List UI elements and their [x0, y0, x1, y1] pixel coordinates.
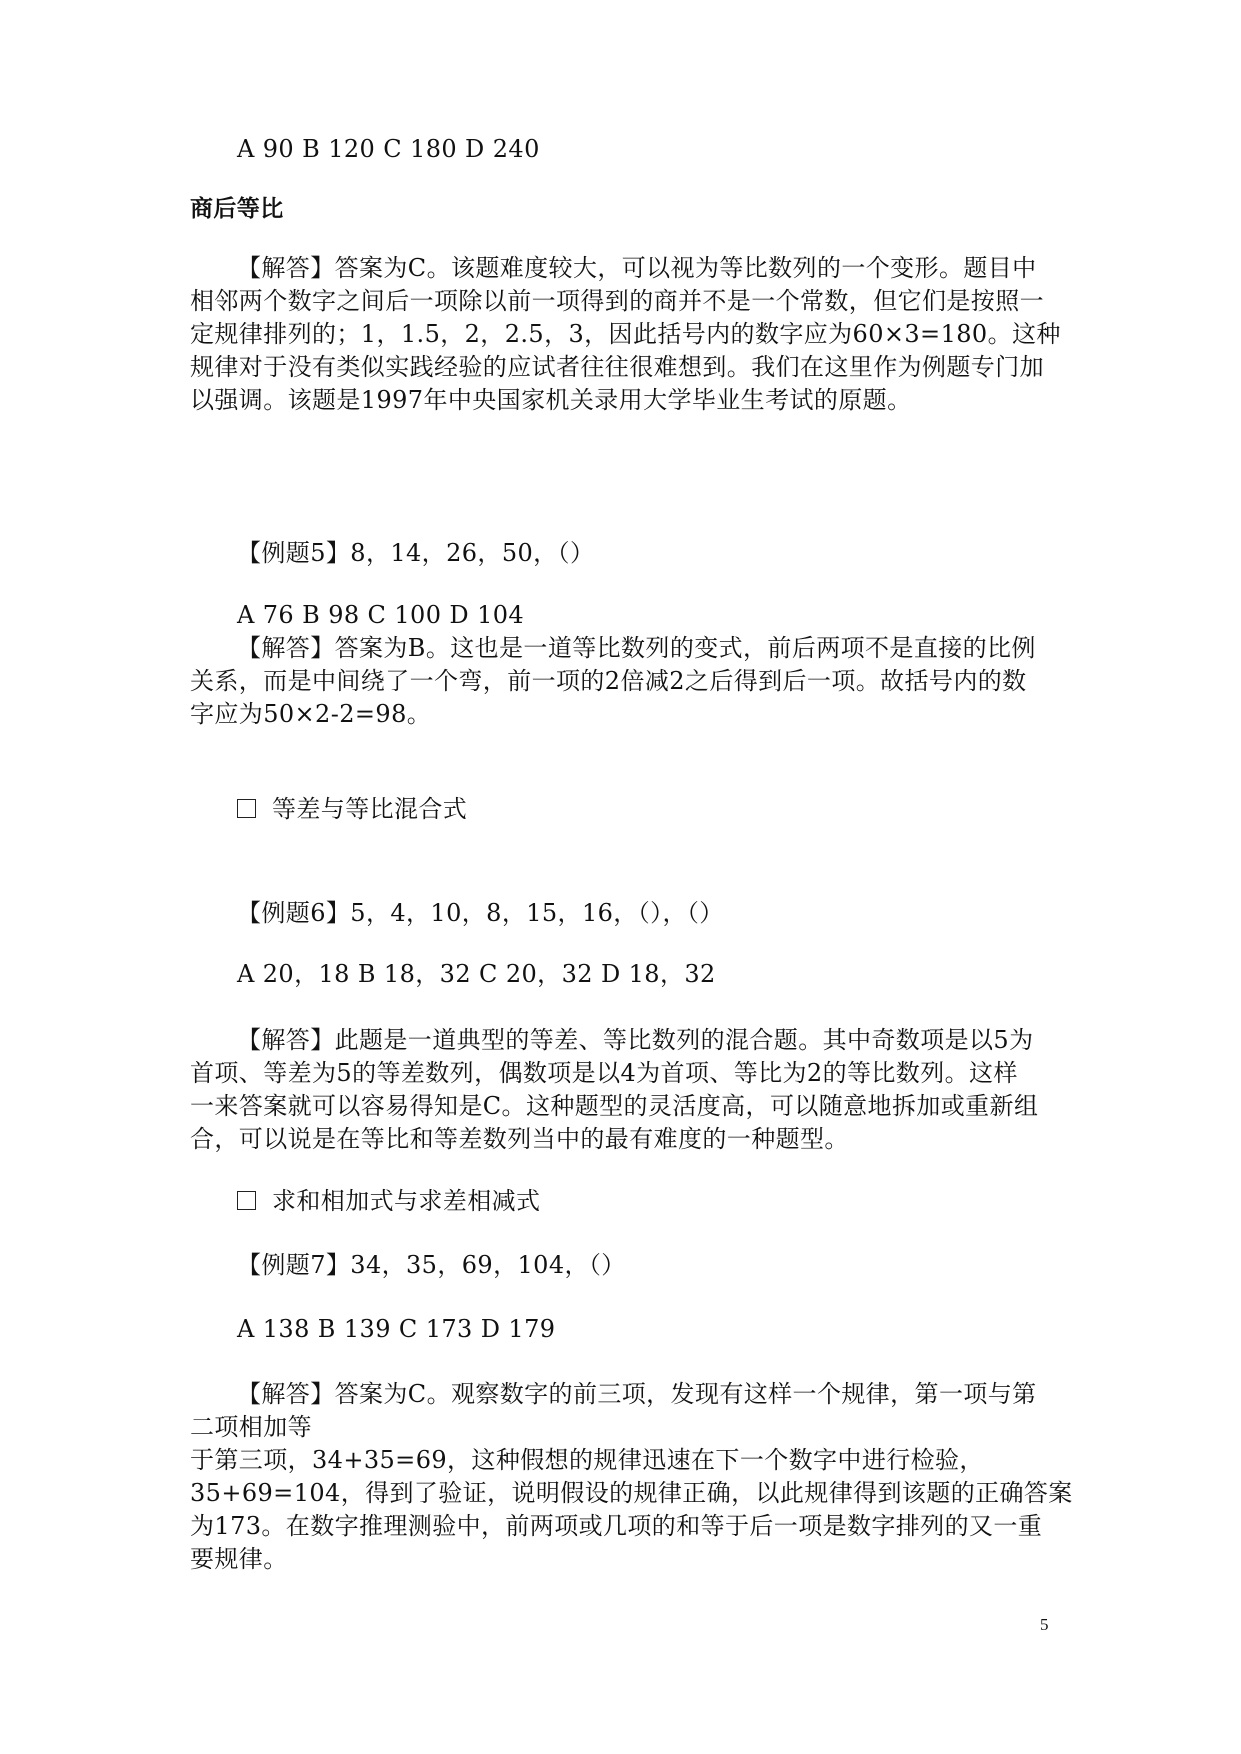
section-mixed-label: 等差与等比混合式	[272, 795, 468, 823]
page-number: 5	[1040, 1615, 1049, 1634]
answer-q7-line-5: 为173。在数字推理测验中，前两项或几项的和等于后一项是数字排列的又一重	[190, 1512, 1043, 1540]
section-sum-diff-label: 求和相加式与求差相减式	[272, 1187, 541, 1215]
answer-q4-line-3: 定规律排列的；1，1.5，2，2.5，3，因此括号内的数字应为60×3=180。这种	[190, 320, 1061, 348]
question-6: 【例题6】5，4，10，8，15，16，（），（）	[237, 899, 724, 927]
answer-q4-line-2: 相邻两个数字之间后一项除以前一项得到的商并不是一个常数，但它们是按照一	[190, 287, 1044, 315]
answer-q6-line-1: 【解答】此题是一道典型的等差、等比数列的混合题。其中奇数项是以5为	[237, 1026, 1034, 1054]
answer-q4-line-5: 以强调。该题是1997年中央国家机关录用大学毕业生考试的原题。	[190, 386, 912, 414]
section-mixed	[237, 793, 467, 826]
question-7: 【例题7】34，35，69，104，（）	[237, 1251, 626, 1279]
answer-q4-line-4: 规律对于没有类似实践经验的应试者往往很难想到。我们在这里作为例题专门加	[190, 353, 1044, 381]
answer-q6-line-2: 首项、等差为5的等差数列，偶数项是以4为首项、等比为2的等比数列。这样	[190, 1059, 1018, 1087]
heading-quotient: 商后等比	[190, 196, 284, 222]
options-q5: A 76 B 98 C 100 D 104	[237, 601, 525, 629]
options-q6: A 20，18 B 18，32 C 20，32 D 18，32	[237, 960, 716, 988]
answer-q4-line-1: 【解答】答案为C。该题难度较大，可以视为等比数列的一个变形。题目中	[237, 254, 1037, 282]
answer-q6-line-3: 一来答案就可以容易得知是C。这种题型的灵活度高，可以随意地拆加或重新组	[190, 1092, 1039, 1120]
answer-q7-line-6: 要规律。	[190, 1545, 288, 1573]
question-5: 【例题5】8，14，26，50，（）	[237, 539, 595, 567]
answer-q7-line-1: 【解答】答案为C。观察数字的前三项，发现有这样一个规律，第一项与第	[237, 1380, 1037, 1408]
options-q4: A 90 B 120 C 180 D 240	[237, 135, 540, 163]
answer-q5-line-3: 字应为50×2-2=98。	[190, 700, 432, 728]
section-sum-diff	[237, 1185, 540, 1218]
answer-q6-line-4: 合，可以说是在等比和等差数列当中的最有难度的一种题型。	[190, 1125, 849, 1153]
answer-q7-line-3: 于第三项，34+35=69，这种假想的规律迅速在下一个数字中进行检验，	[190, 1446, 984, 1474]
answer-q5-line-2: 关系，而是中间绕了一个弯，前一项的2倍减2之后得到后一项。故括号内的数	[190, 667, 1027, 695]
checkbox-icon	[237, 799, 256, 818]
checkbox-icon	[237, 1191, 256, 1210]
answer-q7-line-2: 二项相加等	[190, 1413, 312, 1441]
options-q7: A 138 B 139 C 173 D 179	[237, 1315, 556, 1343]
answer-q5-line-1: 【解答】答案为B。这也是一道等比数列的变式，前后两项不是直接的比例	[237, 634, 1036, 662]
answer-q7-line-4: 35+69=104，得到了验证，说明假设的规律正确，以此规律得到该题的正确答案	[190, 1479, 1073, 1507]
